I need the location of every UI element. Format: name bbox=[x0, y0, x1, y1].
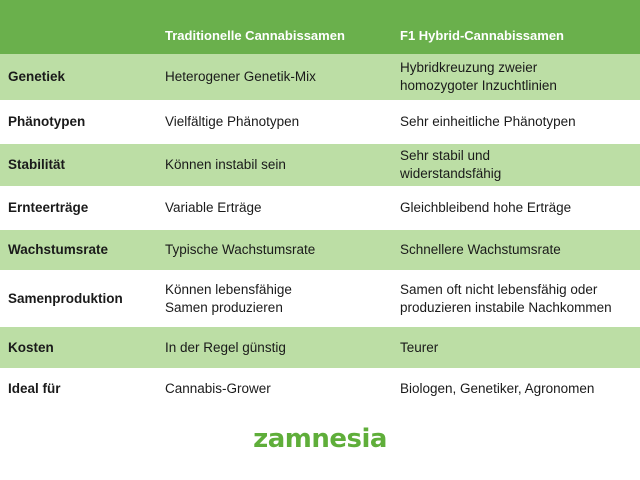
traditional-cell: Typische Wachstumsrate bbox=[165, 242, 316, 257]
row-label: Stabilität bbox=[8, 157, 66, 172]
row-label: Ernteerträge bbox=[8, 200, 89, 215]
table-row bbox=[0, 144, 640, 186]
row-label: Kosten bbox=[8, 339, 54, 355]
row-label: Genetiek bbox=[8, 69, 66, 84]
f1-hybrid-cell: Samen oft nicht lebensfähig oder produzieren instabile Nachkommen bbox=[400, 281, 612, 315]
row-label: Ideal für bbox=[8, 381, 61, 396]
f1-hybrid-cell: Gleichbleibend hohe Erträge bbox=[400, 200, 572, 215]
traditional-cell: Können instabil sein bbox=[165, 157, 286, 172]
f1-hybrid-cell: Schnellere Wachstumsrate bbox=[400, 242, 561, 257]
traditional-cell: Cannabis-Grower bbox=[165, 381, 271, 396]
traditional-cell: Können lebensfähige Samen produzieren bbox=[165, 281, 292, 315]
column-header-f1-hybrid: F1 Hybrid-Cannabissamen bbox=[400, 28, 564, 43]
traditional-cell: In der Regel günstig bbox=[165, 339, 286, 355]
table-row bbox=[0, 100, 640, 144]
f1-hybrid-cell: Teurer bbox=[400, 339, 439, 355]
table-row bbox=[0, 270, 640, 327]
f1-hybrid-cell: Sehr stabil und widerstandsfähig bbox=[400, 148, 502, 181]
table-row bbox=[0, 54, 640, 100]
table-row bbox=[0, 230, 640, 270]
zamnesia-logo: zamnesia bbox=[253, 424, 387, 454]
traditional-cell: Heterogener Genetik-Mix bbox=[165, 69, 316, 84]
row-label: Samenproduktion bbox=[8, 290, 123, 306]
row-label: Wachstumsrate bbox=[8, 242, 109, 257]
column-header-traditional: Traditionelle Cannabissamen bbox=[165, 28, 345, 43]
traditional-cell: Variable Erträge bbox=[165, 200, 262, 215]
table-row bbox=[0, 327, 640, 368]
f1-hybrid-cell: Hybridkreuzung zweier homozygoter Inzuchtlinien bbox=[400, 60, 557, 93]
traditional-cell: Vielfältige Phänotypen bbox=[165, 114, 300, 129]
table-row bbox=[0, 368, 640, 410]
table-row bbox=[0, 186, 640, 230]
table-header bbox=[0, 0, 640, 54]
row-label: Phänotypen bbox=[8, 114, 86, 129]
f1-hybrid-cell: Biologen, Genetiker, Agronomen bbox=[400, 381, 595, 396]
f1-hybrid-cell: Sehr einheitliche Phänotypen bbox=[400, 114, 576, 129]
